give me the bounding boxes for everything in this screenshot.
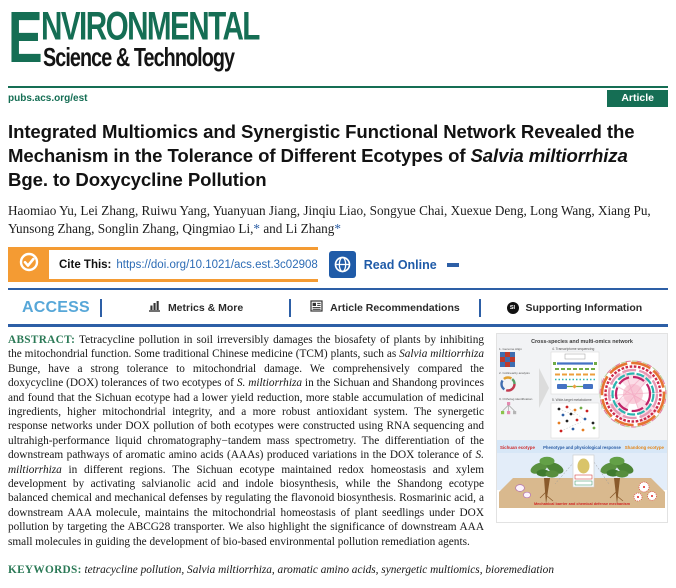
journal-logo-subtitle: Science & Technology (43, 42, 235, 72)
genome-align-glyph (500, 352, 515, 367)
cite-this-field (49, 247, 318, 282)
journal-logo-initial: E (8, 0, 43, 78)
document-icon (310, 300, 323, 315)
shandong-ecotype-label: Shandong ecotype (624, 445, 664, 450)
read-online-label: Read Online (363, 257, 437, 272)
keywords-text: tetracycline pollution, Salvia miltiorrhiza, aromatic amino acids, synergetic multiomics, bioremediation (81, 564, 554, 576)
supporting-information-label: Supporting Information (525, 301, 643, 314)
workflow-step3-label: 3. Ortholog identification (499, 397, 533, 401)
abstract-label: ABSTRACT: (8, 334, 76, 346)
metrics-and-more-label: Metrics & More (167, 301, 244, 314)
keywords-line (8, 564, 668, 576)
circos-network-glyph (600, 361, 667, 428)
masthead-divider (8, 86, 668, 88)
access-bar-top-rule (8, 288, 668, 290)
supporting-information-link[interactable] (481, 302, 668, 314)
title-text: Integrated Multiomics and Synergistic Functional Network Revealed the Mechanism in the Tolerance of Different Ecotypes of (8, 121, 635, 166)
workflow-step1-label: 1. Genome Align (499, 347, 522, 351)
metrics-and-more-link[interactable] (102, 300, 289, 315)
access-bar-bottom-rule (8, 324, 668, 327)
doi-link[interactable]: https://doi.org/10.1021/acs.est.3c02908 (116, 258, 318, 271)
authors-text: Haomiao Yu, Lei Zhang, Ruiwu Yang, Yuanyuan Jiang, Jinqiu Liao, Songyue Chai, Xuexue Deng, Long Wang, Xiang Pu, Yunsong Zhang, Songlin Zhang, Qingmiao Li, (8, 203, 651, 236)
abstract-species-italic: S. miltiorrhiza (8, 449, 484, 476)
article-type-badge: Article (607, 90, 668, 107)
graphical-abstract-figure[interactable] (496, 333, 668, 523)
read-online-end-cap (447, 263, 459, 267)
check-icon (18, 251, 40, 278)
title-species-italic: Salvia miltiorrhiza (470, 145, 628, 166)
abstract-text: in the Sichuan and Shandong provinces and found that the Sichuan ecotype had a lower yield reduction, more stable accumulation of medicinal ingredients, higher mitochondrial integrity, and a more robust antioxidant system. The synergetic response networks under DOX pollution of both ecotypes were constructed using RNA sequencing and ultrahigh-performance liquid chromatography−tandem mass spectrometry. The differentiation of the downstream pathways of aromatic amino acids (AAAs) produced variations in the DOX tolerance of (8, 377, 484, 462)
metabolome-glyph (551, 403, 599, 438)
corresponding-author-link-2[interactable]: * (334, 221, 341, 236)
authors-text-end: and Li Zhang (260, 221, 335, 236)
page-title (8, 120, 670, 192)
phenotype-response-label: Phenotype and physiological response (543, 445, 621, 450)
graphical-abstract-title: Cross-species and multi-omics network (531, 339, 633, 345)
abstract-species-italic: Salvia miltiorrhiza (399, 348, 484, 361)
journal-logo (8, 0, 278, 84)
workflow-step4-label: 4. Transcriptome sequencing (552, 347, 595, 351)
workflow-step5-label: 5. Wide-target metabolome (552, 398, 592, 402)
read-online-button[interactable] (329, 247, 463, 282)
abstract-text: in different regions. The Sichuan ecotype maintained redox homeostasis and xylem development by activating salvianolic acid and indole biosynthesis, while the Shandong ecotype balanced chemical and mechanical defenses by regulating the flavonoid biosynthesis. Rosmarinic acid, a downstream AAA molecule, maintains the mitochondrial homeostasis of plant seedlings under DOX pollution by targeting the ABCG28 transporter. We also highlight the significance of downstream AAA small molecules in guiding the development of bio-based environmental pollution remediation agents. (8, 463, 484, 548)
si-icon: SI (507, 302, 519, 314)
title-text-end: Bge. to Doxycycline Pollution (8, 169, 267, 190)
cite-check-button[interactable] (8, 247, 49, 282)
sichuan-ecotype-label: Sichuan ecotype (500, 445, 535, 450)
bar-chart-icon (148, 300, 161, 315)
graphical-abstract-art (497, 334, 667, 522)
abstract-species-italic: S. miltiorrhiza (236, 377, 302, 390)
corresponding-author-link[interactable]: * (253, 221, 261, 236)
access-bar (8, 292, 668, 323)
abstract-text: Tetracycline pollution in soil irreversibly damages the biosafety of plants by inhibiting the mitochondrial function. Some traditional Chinese medicine (TCM) plants, such as (8, 334, 484, 361)
access-link[interactable]: ACCESS (22, 298, 90, 316)
author-list (8, 202, 668, 238)
article-recommendations-link[interactable] (291, 300, 478, 315)
keywords-label: KEYWORDS: (8, 564, 82, 576)
article-recommendations-label: Article Recommendations (330, 301, 460, 314)
mechanism-caption: Mechanical barrier and chemical defense mechanism (533, 502, 631, 506)
abstract-text: Bunge, have a strong tolerance to mitochondrial damage. We comprehensively compared the doxycycline (DOX) tolerances of two ecotypes of (8, 362, 484, 390)
abstract-section (8, 333, 668, 549)
cite-this-label: Cite This: (59, 258, 112, 271)
cite-this-bar (8, 247, 460, 282)
globe-icon (329, 251, 356, 278)
journal-logo-name: NVIRONMENTAL (41, 5, 259, 49)
journal-site-link[interactable]: pubs.acs.org/est (8, 93, 88, 104)
workflow-step2-label: 2. Collinearity analysis (499, 371, 530, 375)
transcriptome-glyph (551, 352, 599, 394)
